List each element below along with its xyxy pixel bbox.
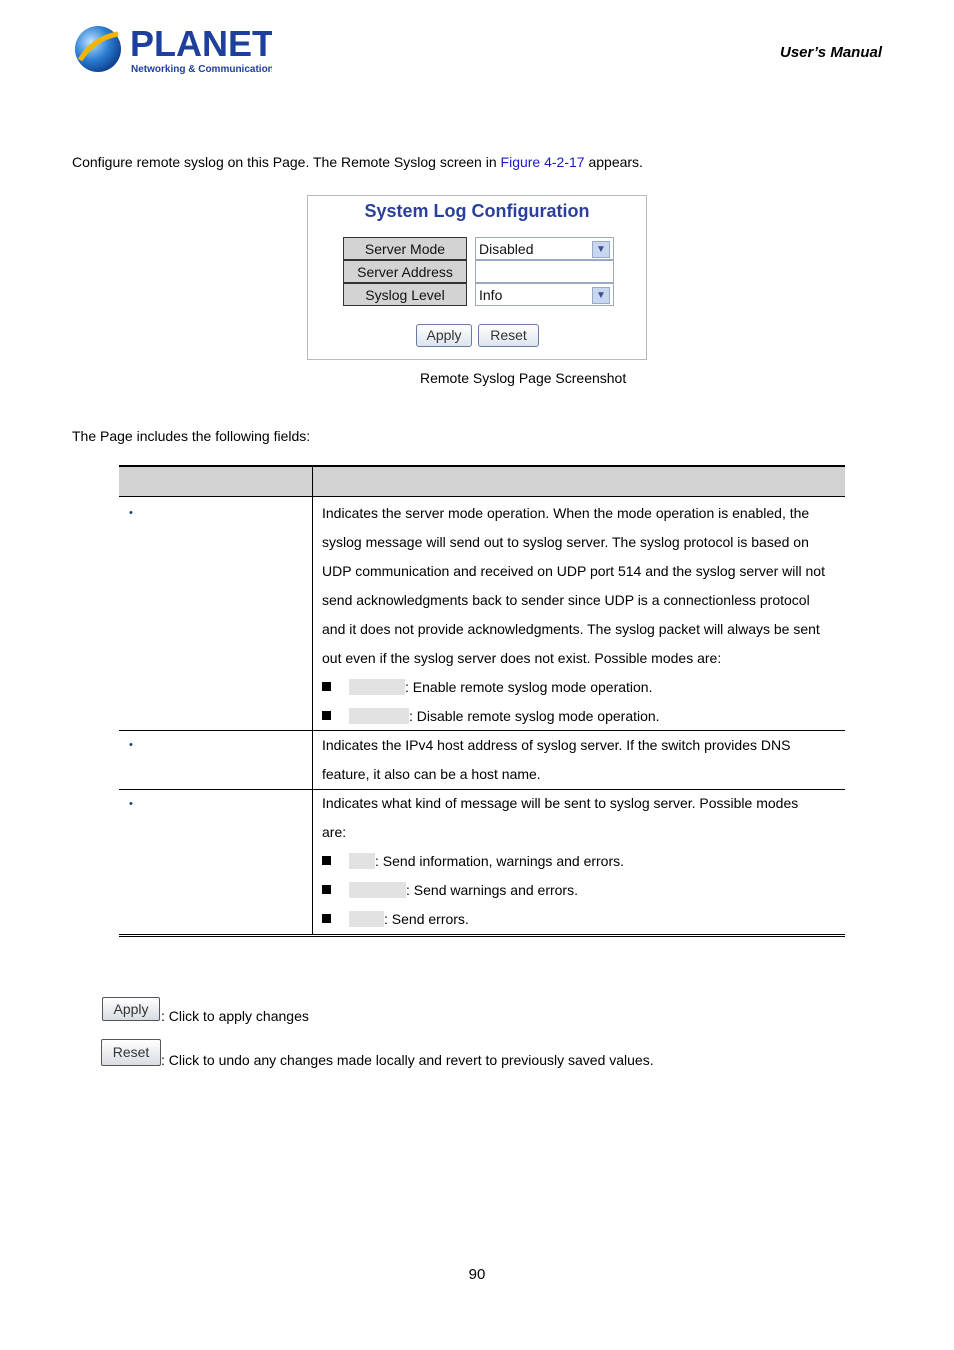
desc-line: syslog message will send out to syslog server. The syslog protocol is based on <box>322 534 809 550</box>
apply-description: : Click to apply changes <box>161 1008 309 1024</box>
square-bullet-icon <box>322 885 331 894</box>
intro-paragraph <box>72 154 643 170</box>
syslog-level-value: Info <box>479 286 503 303</box>
table-end-rule <box>119 934 845 937</box>
server-mode-label: Server Mode <box>343 237 467 260</box>
desc-line: feature, it also can be a host name. <box>322 766 541 782</box>
syslog-level-label: Syslog Level <box>343 283 467 306</box>
table-header <box>119 465 845 497</box>
syslog-level-select[interactable] <box>475 283 614 306</box>
server-mode-select[interactable] <box>475 237 614 260</box>
intro-text-before: Configure remote syslog on this Page. The Remote Syslog screen in <box>72 154 501 170</box>
logo-subtext: Networking & Communication <box>131 64 272 75</box>
planet-logo <box>72 20 272 76</box>
option-item: : Send errors. <box>322 911 469 927</box>
option-item: : Send information, warnings and errors. <box>322 853 624 869</box>
server-address-label: Server Address <box>343 260 467 283</box>
desc-line: Indicates what kind of message will be sent to syslog server. Possible modes <box>322 795 799 811</box>
figure-link[interactable]: Figure 4-2-17 <box>500 154 585 170</box>
row-bullet: • <box>129 739 133 751</box>
row-bullet: • <box>129 798 133 810</box>
logo-text: PLANET <box>130 23 272 64</box>
page-number: 90 <box>468 1266 486 1283</box>
row-bullet: • <box>129 507 133 519</box>
server-mode-value: Disabled <box>479 240 534 257</box>
server-address-input[interactable] <box>475 260 614 283</box>
option-item: : Disable remote syslog mode operation. <box>322 708 660 724</box>
legend-reset-button[interactable]: Reset <box>101 1039 161 1066</box>
chevron-down-icon[interactable]: ▼ <box>592 241 610 258</box>
apply-button[interactable]: Apply <box>416 324 472 347</box>
square-bullet-icon <box>322 856 331 865</box>
option-item: : Enable remote syslog mode operation. <box>322 679 652 695</box>
figure-caption: Remote Syslog Page Screenshot <box>420 370 627 386</box>
option-item: : Send warnings and errors. <box>322 882 578 898</box>
table-row <box>119 497 845 731</box>
syslog-config-screenshot <box>307 195 647 360</box>
fields-intro: The Page includes the following fields: <box>72 428 311 444</box>
intro-text-after: appears. <box>584 154 643 170</box>
reset-description: : Click to undo any changes made locally and revert to previously saved values. <box>161 1052 654 1068</box>
desc-line: UDP communication and received on UDP port 514 and the syslog server will not <box>322 563 825 579</box>
desc-line: send acknowledgments back to sender since UDP is a connectionless protocol <box>322 592 810 608</box>
desc-line: Indicates the IPv4 host address of syslog server. If the switch provides DNS <box>322 737 791 753</box>
square-bullet-icon <box>322 682 331 691</box>
config-title: System Log Configuration <box>364 201 590 221</box>
config-form <box>343 237 614 306</box>
table-row <box>119 731 845 790</box>
desc-line: Indicates the server mode operation. When the mode operation is enabled, the <box>322 505 810 521</box>
table-row <box>119 790 845 935</box>
desc-line: are: <box>322 824 347 840</box>
square-bullet-icon <box>322 711 331 720</box>
legend-apply-button[interactable]: Apply <box>102 997 160 1021</box>
square-bullet-icon <box>322 914 331 923</box>
chevron-down-icon[interactable]: ▼ <box>592 287 610 304</box>
reset-button[interactable]: Reset <box>478 324 539 347</box>
desc-line: out even if the syslog server does not exist. Possible modes are: <box>322 650 722 666</box>
desc-line: and it does not provide acknowledgments. The syslog packet will always be sent <box>322 621 820 637</box>
manual-title: User’s Manual <box>780 44 882 61</box>
